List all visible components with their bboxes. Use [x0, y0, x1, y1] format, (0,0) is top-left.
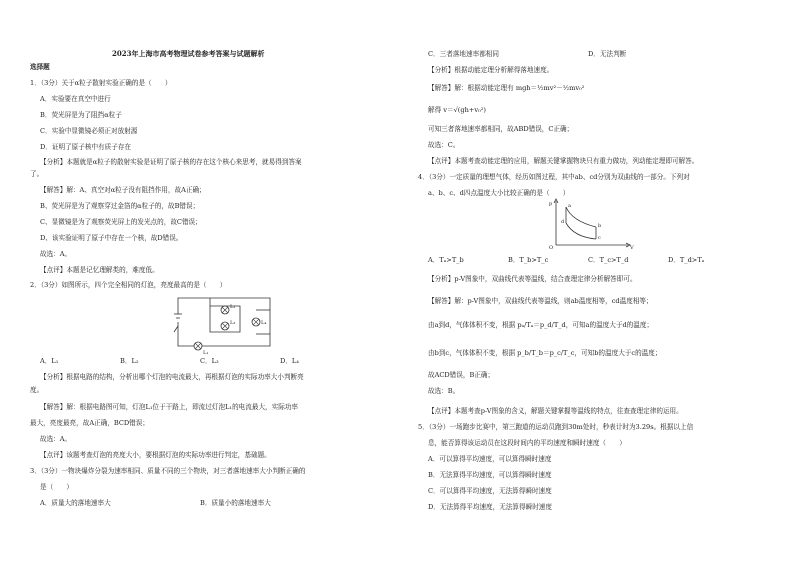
q2-analysis: 【分析】根据电路的结构，分析出哪个灯泡的电流最大，再根据灯泡的实际功率大小判断亮 — [40, 373, 304, 381]
q3-answer: 【解答】解：根据动能定理有 mgh＝½mv²－½mv₀² — [428, 84, 585, 92]
pv-axis-p: p — [549, 201, 553, 207]
q1-analysis-cont: 了。 — [30, 170, 44, 178]
q2-option-a: A．L₁ — [40, 357, 59, 365]
q5-option-a: A．可以算得平均速度，可以算得瞬时速度 — [428, 455, 552, 463]
q1-answer-b: B、荧光屏是为了观察穿过金箔的α粒子的，故B错误； — [40, 202, 200, 210]
q2-comment: 【点评】该题考查灯泡的亮度大小，要根据灯泡的实际功率进行判定，基础题。 — [40, 451, 271, 459]
q1-option-a: A．实验要在真空中进行 — [40, 95, 111, 103]
q3-solution-formula: 解得 v＝√(gh+v₀²) — [428, 106, 486, 114]
q1-comment: 【点评】本题是记忆理解类的，难度低。 — [40, 266, 159, 274]
q2-option-d: D．L₄ — [280, 357, 299, 365]
q4-conclusion: 故ACD错误，B正确； — [428, 371, 495, 379]
lamp-l3-label: L₃ — [230, 320, 236, 326]
q4-b-to-c: 由b到c，气体体积不变，根据 p_b/T_b＝p_c/T_c，可知b的温度大于c的温度； — [428, 349, 662, 357]
q1-choice: 故选：A。 — [40, 250, 72, 258]
q4-option-a: A．Tₐ>T_b — [428, 256, 464, 264]
pv-axis-v: V — [630, 245, 634, 251]
q3-option-d: D．无法判断 — [588, 50, 627, 58]
q2-option-b: B．L₂ — [120, 357, 139, 365]
lamp-l1-label: L₁ — [203, 350, 209, 356]
q3-analysis: 【分析】根据动能定理分析解得落地速度。 — [428, 66, 554, 74]
q1-option-d: D．证明了原子核中有质子存在 — [40, 143, 132, 151]
pv-point-a: a — [568, 203, 571, 209]
q1-answer-c: C、显微镜是为了观察荧光屏上的发光点的，故C错误； — [40, 218, 202, 226]
q1-answer-a: 【解答】解：A、真空对α粒子没有阻挡作用，故A正确； — [40, 186, 206, 194]
lamp-l4-label: L₄ — [261, 320, 267, 326]
q4-answer: 【解答】解：p-V图象中，双曲线代表等温线，则ab温度相等，cd温度相等； — [428, 297, 653, 305]
q4-option-c: C．T_c>T_d — [588, 256, 629, 264]
q2-analysis-cont: 度。 — [30, 386, 44, 394]
pv-origin: O — [549, 245, 554, 251]
pv-point-d: d — [561, 219, 565, 225]
q5-option-b: B．无法算得平均速度，可以算得瞬时速度 — [428, 471, 552, 479]
q1-option-b: B．荧光屏是为了阻挡α粒子 — [40, 111, 122, 119]
q1-stem: 1．（3分）关于α粒子散射实验正确的是（ ） — [30, 79, 172, 87]
q2-choice: 故选：A。 — [40, 435, 72, 443]
q4-comment: 【点评】本题考查p-V图象的含义，解题关键掌握等温线的特点，往查查理定律的运用。 — [428, 407, 683, 415]
q3-option-b: B．质量小的落地速率大 — [200, 499, 271, 507]
q4-option-d: D．T_d>Tₐ — [668, 256, 705, 264]
q4-stem: 4．（3分）一定质量的理想气体，经历如图过程，其中ab、cd分别为双曲线的一部分。下列对 — [418, 173, 690, 181]
q4-choice: 故选：B。 — [428, 387, 460, 395]
q3-option-c: C．三者落地速率都相同 — [428, 50, 499, 58]
q1-analysis: 【分析】本题就是α粒子的散射实验是证明了原子核的存在这个核心来思考，就易得到答案 — [40, 158, 302, 166]
q1-option-c: C．实验中显微镜必须正对放射源 — [40, 127, 138, 135]
q3-choice: 故选：C。 — [428, 141, 460, 149]
document-title: 2023年上海市高考物理试卷参考答案与试题解析 — [112, 49, 265, 58]
q3-comment: 【点评】本题考查动能定理的应用，解题关键掌握物块只有重力做功，列动能定理即可解答。 — [428, 157, 699, 165]
q5-option-c: C．可以算得平均速度，无法算得瞬时速度 — [428, 487, 552, 495]
q3-stem-cont: 是（ ） — [40, 483, 73, 491]
q4-pv-diagram — [548, 197, 638, 249]
q4-a-to-d: 由a到d，气体体积不变，根据 pₐ/Tₐ＝p_d/T_d，可知a的温度大于d的温度； — [428, 321, 654, 329]
pv-point-b: b — [598, 223, 602, 229]
q1-answer-d: D、该实验证明了原子中存在一个核，故D错误。 — [40, 234, 183, 242]
section-title: 选择题 — [30, 63, 50, 71]
q2-answer-cont: 最大，亮度最亮，故A正确，BCD错误； — [30, 419, 149, 427]
q5-stem: 5．（3分）一场跑步比赛中，第三跑道的运动员跑到30m处时，秒表计时为3.29s。根据以上信 — [418, 423, 694, 431]
q2-answer: 【解答】解：根据电路图可知，灯泡L₁位于干路上，即流过灯泡L₁的电流最大，实际功率 — [40, 403, 299, 411]
q5-option-d: D．无法算得平均速度，无法算得瞬时速度 — [428, 503, 552, 511]
q3-option-a: A．质量大的落地速率大 — [40, 499, 111, 507]
q4-option-b: B．T_b>T_c — [508, 256, 549, 264]
q5-stem-cont: 息，能否算得该运动员在这段时间内的平均速度和瞬时速度（ ） — [428, 439, 626, 447]
q2-circuit-diagram — [170, 292, 280, 356]
q4-stem-cont: a、b、c、d四点温度大小比较正确的是（ ） — [428, 189, 570, 197]
q3-conclusion: 可知三者落地速率都相同，故ABD错误，C正确； — [428, 125, 574, 133]
q3-stem: 3．（3分）一物块爆炸分裂为速率相同、质量不同的三个物块，对三者落地速率大小判断正确的 — [30, 467, 306, 475]
q2-stem: 2．（3分）如图所示，四个完全相同的灯泡，亮度最高的是（ ） — [30, 281, 227, 289]
q4-analysis: 【分析】p-V图象中，双曲线代表等温线，结合查理定律分析解答即可。 — [428, 275, 637, 283]
lamp-l2-label: L₂ — [230, 304, 236, 310]
pv-point-c: c — [598, 235, 601, 241]
q2-option-c: C．L₃ — [200, 357, 219, 365]
